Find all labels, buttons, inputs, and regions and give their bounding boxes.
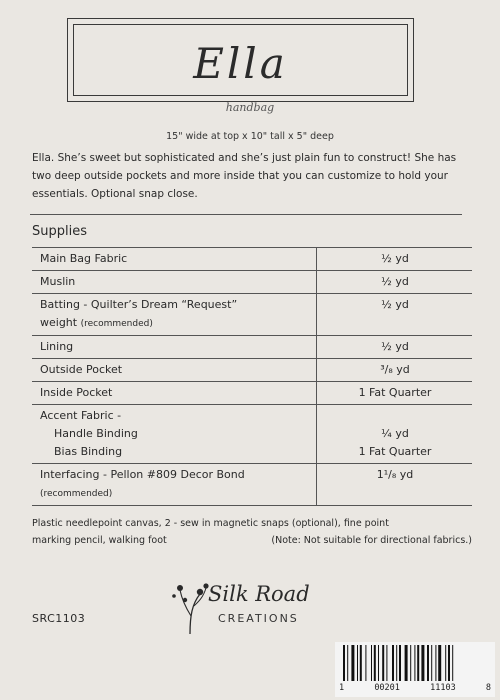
supply-qty: ½ yd: [381, 275, 409, 288]
barcode-bar: [435, 645, 436, 681]
supply-name: Outside Pocket: [40, 363, 123, 376]
barcode-bar: [382, 645, 384, 681]
barcode-digit: 1: [339, 683, 345, 693]
barcode-bar: [421, 645, 424, 681]
pattern-subtitle: handbag: [225, 101, 275, 114]
supply-name: Accent Fabric -: [40, 409, 122, 422]
supply-name-block: [32, 405, 302, 463]
notes-line: marking pencil, walking foot: [32, 535, 167, 546]
barcode-bar: [438, 645, 441, 681]
barcode-bar: [399, 645, 401, 681]
table-row: [32, 382, 472, 405]
supply-qty: ½ yd: [381, 298, 409, 311]
barcode-bar: [448, 645, 450, 681]
barcode-bar: [414, 645, 415, 681]
barcode-digit: 00201: [374, 683, 400, 693]
table-row: [32, 464, 472, 506]
supply-name: Batting - Quilter’s Dream “Request”: [40, 298, 238, 311]
supply-name-block: [32, 464, 302, 505]
supply-qty: ¼ yd: [381, 427, 409, 440]
table-row: [32, 359, 472, 382]
supply-subitem: Handle Binding: [54, 427, 138, 440]
supply-name: Inside Pocket: [40, 386, 113, 399]
barcode-bar: [417, 645, 419, 681]
brand-sub: CREATIONS: [218, 612, 299, 625]
notes-directional: (Note: Not suitable for directional fabrics.): [271, 535, 472, 546]
barcode-bar: [357, 645, 358, 681]
divider: [30, 214, 462, 215]
description-text: Ella. She’s sweet but sophisticated and she’s just plain fun to construct! She has two deep outside pockets and more inside that you can customize to hold your essentials. Optional snap close.: [32, 152, 457, 200]
barcode-digit: 11103: [430, 683, 456, 693]
supplies-table: [32, 247, 472, 506]
table-row: [32, 248, 472, 271]
supply-qty: 1 Fat Quarter: [358, 386, 432, 399]
supply-name: Interfacing - Pellon #809 Decor Bond: [40, 468, 245, 481]
barcode-bar: [427, 645, 429, 681]
table-row: [32, 405, 472, 464]
supply-note: (recommended): [80, 319, 153, 329]
table-row: [32, 271, 472, 294]
notes-line: Plastic needlepoint canvas, 2 - sew in magnetic snaps (optional), fine point: [32, 518, 389, 529]
supply-qty: 1¹/₈ yd: [376, 468, 414, 481]
title-frame: [67, 18, 414, 102]
supply-note: (recommended): [40, 489, 113, 499]
barcode-bar: [360, 645, 362, 681]
barcode-bar: [374, 645, 376, 681]
barcode-bar: [392, 645, 394, 681]
supply-name-block: [32, 294, 302, 335]
title-frame-inner: [73, 24, 408, 96]
barcode-bar: [405, 645, 408, 681]
barcode-bars: [341, 645, 489, 683]
barcode-digit: 8: [485, 683, 491, 693]
notes-line-2: [32, 532, 472, 549]
barcode-bar: [343, 645, 345, 681]
barcode-bar: [347, 645, 348, 681]
supply-subitem: Bias Binding: [54, 445, 123, 458]
barcode-bar: [371, 645, 372, 681]
barcode: [335, 642, 495, 697]
barcode-bar: [365, 645, 366, 681]
supply-qty: ³/₈ yd: [380, 363, 410, 376]
supply-qty: 1 Fat Quarter: [358, 445, 432, 458]
supplies-heading: Supplies: [32, 224, 87, 239]
barcode-bar: [378, 645, 379, 681]
supply-name-cont: weight: [40, 316, 78, 329]
supply-name: Muslin: [40, 275, 76, 288]
barcode-bar: [386, 645, 387, 681]
table-row: [32, 336, 472, 359]
dimensions-text: 15" wide at top x 10" tall x 5" deep: [166, 131, 334, 142]
brand-logo: [170, 570, 340, 640]
barcode-bar: [351, 645, 354, 681]
notes-block: [32, 515, 472, 549]
barcode-digits: [335, 683, 495, 693]
supply-name: Main Bag Fabric: [40, 252, 128, 265]
barcode-bar: [431, 645, 432, 681]
supply-qty: ½ yd: [381, 340, 409, 353]
branch-icon: [170, 576, 210, 636]
barcode-bar: [410, 645, 411, 681]
supply-qty: ½ yd: [381, 252, 409, 265]
barcode-bar: [452, 645, 453, 681]
brand-name: Silk Road: [208, 582, 310, 606]
barcode-bar: [396, 645, 397, 681]
supply-name: Lining: [40, 340, 74, 353]
pattern-title: Ella: [193, 39, 288, 88]
barcode-bar: [445, 645, 446, 681]
table-row: [32, 294, 472, 336]
sku-code: SRC1103: [32, 612, 86, 625]
